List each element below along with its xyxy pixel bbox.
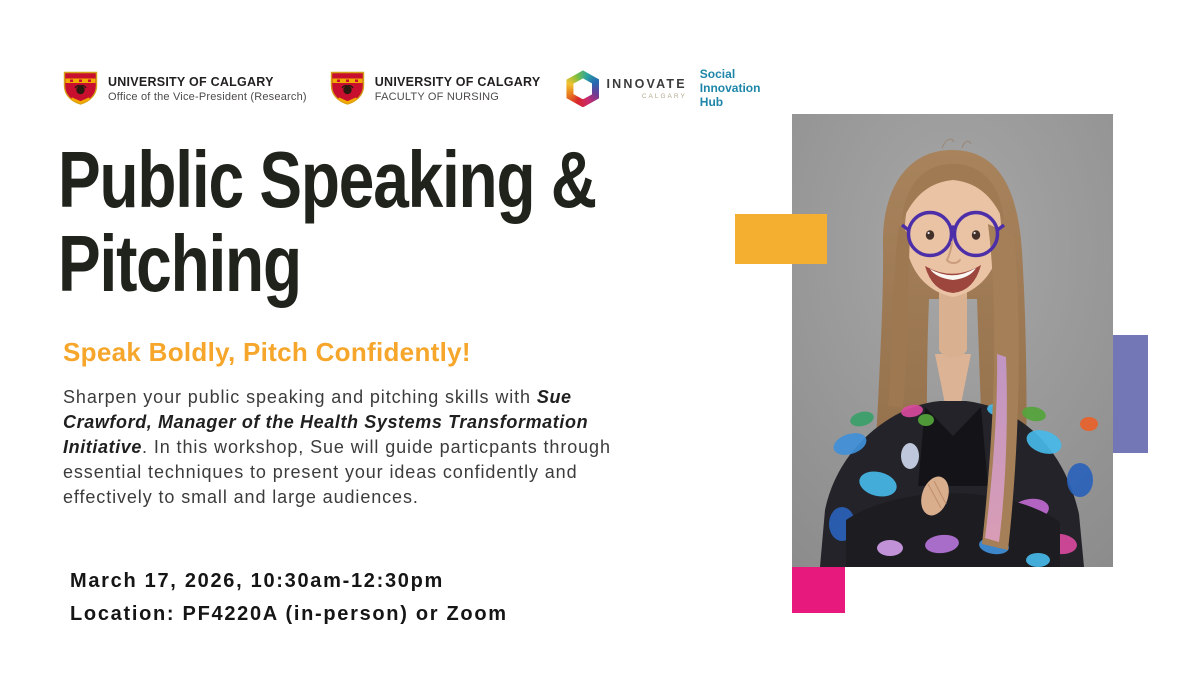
innovate-wordmark: INNOVATE [606, 77, 687, 92]
logo-innovate-calgary [566, 68, 767, 110]
speaker-name-title: Sue Crawford, Manager of the Health Systems Transformation Initiative [63, 387, 589, 457]
event-description [63, 385, 635, 510]
logo-row [62, 68, 768, 110]
speaker-photo [792, 114, 1113, 567]
accent-rect-yellow [735, 214, 827, 264]
accent-rect-pink [792, 567, 845, 613]
tagline: Speak Boldly, Pitch Confidently! [63, 337, 471, 367]
description-rest: . In this workshop, Sue will guide particpants through essential techniques to present your ideas confidently and effectively to small and large audiences. [63, 437, 611, 507]
speaker-portrait-illustration [792, 114, 1113, 567]
uofc-crest-icon [329, 71, 366, 106]
event-datetime: March 17, 2026, 10:30am-12:30pm [70, 570, 444, 592]
logo-uofc-nursing [329, 71, 541, 106]
accent-rect-purple [1113, 335, 1148, 453]
logo-uofc-research-text [108, 75, 307, 103]
logo-uofc-research-line1: UNIVERSITY OF CALGARY [108, 74, 274, 89]
uofc-crest-icon [62, 71, 99, 106]
logo-uofc-research-line2: Office of the Vice-President (Research) [108, 90, 307, 103]
innovate-wordmark-sub: CALGARY [641, 93, 687, 101]
description-lead: Sharpen your public speaking and pitching skills with [63, 387, 537, 407]
page-title: Public Speaking & Pitching [58, 135, 596, 308]
logo-uofc-nursing-text [375, 75, 541, 103]
event-location: Location: PF4220A (in-person) or Zoom [70, 603, 508, 625]
logo-uofc-nursing-line2: FACULTY OF NURSING [374, 90, 499, 103]
innovate-wordmark-block [606, 77, 686, 100]
logo-uofc-research [62, 71, 307, 106]
logo-uofc-nursing-line1: UNIVERSITY OF CALGARY [374, 74, 541, 89]
social-innovation-hub-label: Social Innovation Hub [699, 67, 761, 109]
innovate-hexagon-icon [566, 70, 599, 107]
